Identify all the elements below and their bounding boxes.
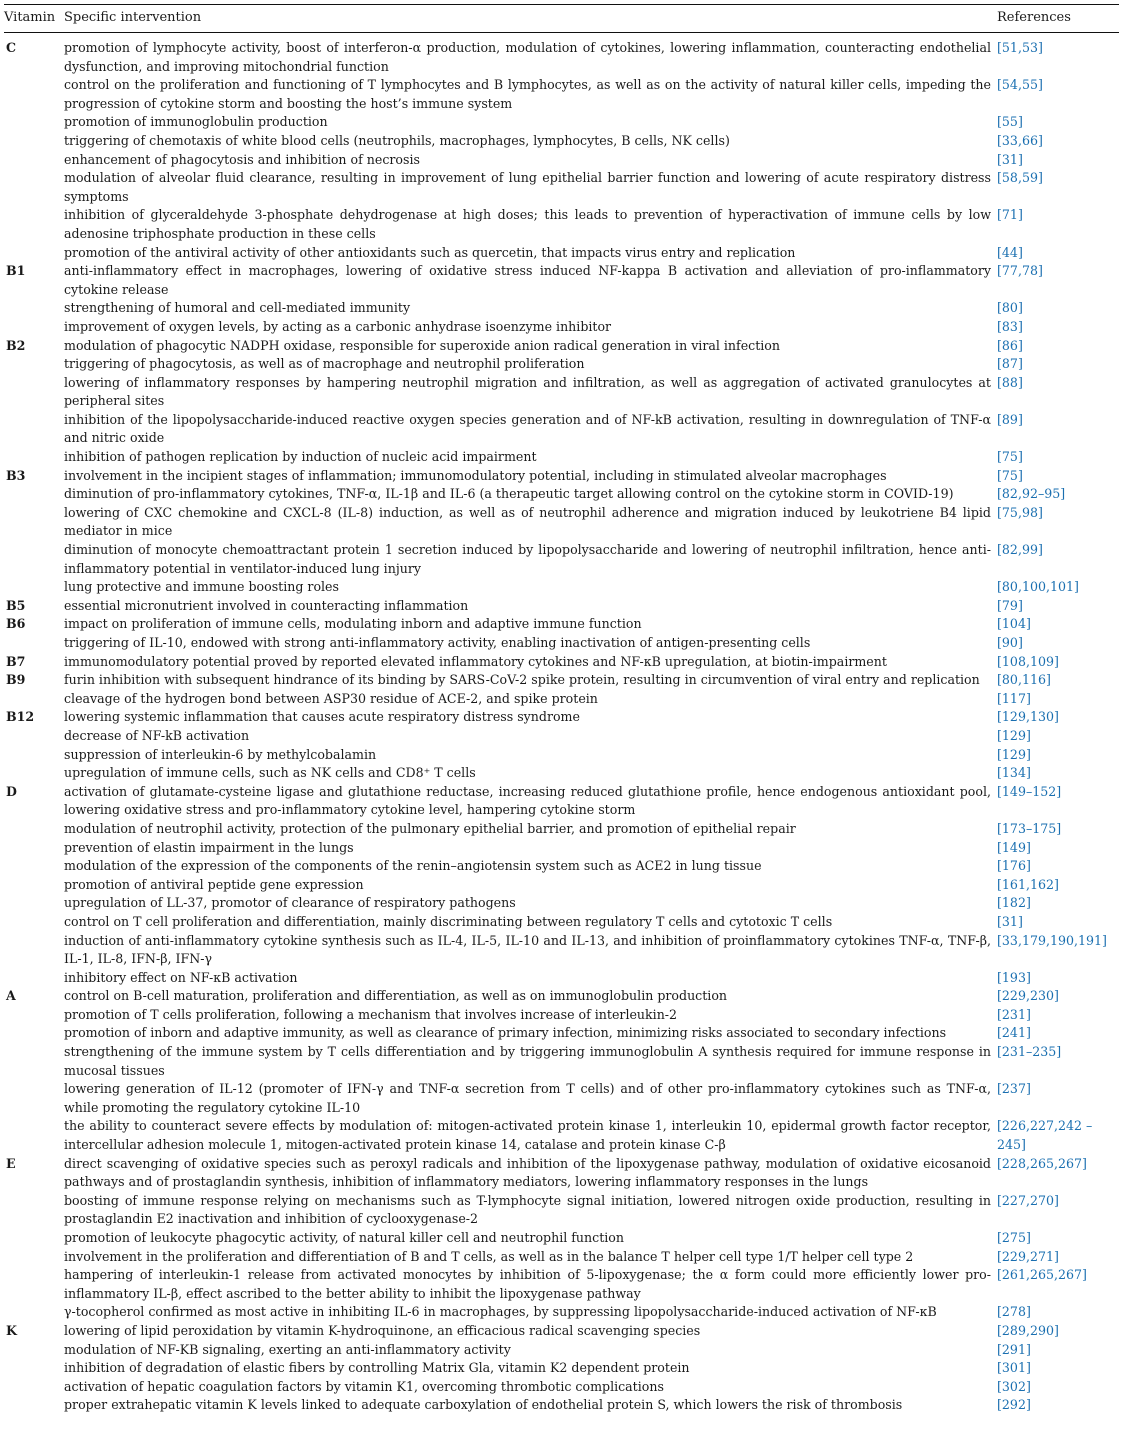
vitamin-cell (4, 913, 64, 932)
vitamin-cell: B9 (6, 672, 26, 688)
table-container (4, 4, 1119, 1415)
intervention-cell: modulation of NF-KB signaling, exerting an anti-inflammatory activity (64, 1341, 511, 1357)
reference-link[interactable]: [82,92–95] (997, 486, 1066, 502)
intervention-cell: inhibition of degradation of elastic fibers by controlling Matrix Gla, vitamin K2 dependent protein (64, 1360, 690, 1376)
reference-link[interactable]: [229,271] (997, 1248, 1059, 1264)
reference-link[interactable]: [226,227,242 –245] (997, 1118, 1093, 1153)
intervention-cell: control on T cell proliferation and differentiation, mainly discriminating between regulatory T cells and cytotoxic T cells (64, 913, 833, 929)
reference-link[interactable]: [176] (997, 858, 1031, 874)
reference-link[interactable]: [261,265,267] (997, 1267, 1087, 1283)
table-header (4, 5, 1119, 33)
table-row (4, 876, 1119, 895)
table-row (4, 113, 1119, 132)
table-row (4, 578, 1119, 597)
table-row (4, 932, 1119, 969)
table-row (4, 1248, 1119, 1267)
reference-link[interactable]: [51,53] (997, 40, 1043, 55)
table-row (4, 1396, 1119, 1415)
intervention-cell: diminution of monocyte chemoattractant protein 1 secretion induced by lipopolysaccharide and lowering of neutrophil infiltration, hence anti-inflammatory potential in ventilator-induced lung injury (64, 542, 991, 576)
reference-link[interactable]: [291] (997, 1341, 1031, 1357)
vitamin-cell: A (6, 988, 16, 1004)
reference-link[interactable]: [90] (997, 635, 1023, 650)
table-row (4, 615, 1119, 634)
table-row (4, 1155, 1119, 1192)
vitamin-cell (4, 894, 64, 913)
intervention-cell: inhibitory effect on NF-κB activation (64, 969, 298, 985)
reference-link[interactable]: [79] (997, 597, 1023, 613)
vitamin-intervention-table (4, 4, 1119, 1415)
header-row (4, 5, 1119, 33)
vitamin-cell: B7 (6, 653, 26, 669)
vitamin-cell (4, 932, 64, 969)
vitamin-cell (4, 969, 64, 988)
vitamin-cell (4, 485, 64, 504)
table-row (4, 1266, 1119, 1303)
vitamin-cell: D (6, 783, 17, 799)
table-row (4, 206, 1119, 243)
reference-link[interactable]: [33,179,190,191] (997, 932, 1107, 948)
intervention-cell: essential micronutrient involved in counteracting inflammation (64, 597, 469, 613)
table-row (4, 504, 1119, 541)
reference-link[interactable]: [44] (997, 244, 1023, 260)
vitamin-cell (4, 764, 64, 783)
reference-link[interactable]: [231] (997, 1006, 1031, 1022)
intervention-cell: induction of anti-inflammatory cytokine synthesis such as IL-4, IL-5, IL-10 and IL-13, and inhibition of proinflammatory cytokines TNF-α, TNF-β, IL-1, IL-8, IFN-β, IFN-γ (64, 932, 991, 967)
table-row (4, 746, 1119, 765)
table-row (4, 76, 1119, 113)
intervention-cell: promotion of lymphocyte activity, boost of interferon-α production, modulation of cytokines, lowering inflammation, counteracting endothelial dysfunction, and improving mitochondrial function (64, 40, 991, 74)
vitamin-cell (4, 132, 64, 151)
vitamin-cell (4, 857, 64, 876)
reference-link[interactable]: [275] (997, 1230, 1031, 1245)
table-row (4, 727, 1119, 746)
reference-link[interactable]: [161,162] (997, 876, 1059, 892)
reference-link[interactable]: [289,290] (997, 1322, 1059, 1338)
vitamin-cell (4, 1341, 64, 1360)
intervention-cell: cleavage of the hydrogen bond between ASP30 residue of ACE-2, and spike protein (64, 690, 598, 706)
reference-link[interactable]: [129] (997, 727, 1031, 743)
intervention-cell: modulation of neutrophil activity, protection of the pulmonary epithelial barrier, and promotion of epithelial repair (64, 820, 796, 836)
intervention-cell: lowering generation of IL-12 (promoter of IFN-γ and TNF-α secretion from T cells) and of other pro-inflammatory cytokines such as TNF-α, while promoting the regulatory cytokine IL-10 (64, 1081, 991, 1115)
reference-link[interactable]: [71] (997, 207, 1023, 223)
intervention-cell: prevention of elastin impairment in the lungs (64, 839, 354, 855)
reference-link[interactable]: [75] (997, 449, 1023, 465)
reference-link[interactable]: [173–175] (997, 820, 1062, 836)
reference-link[interactable]: [80,100,101] (997, 579, 1079, 595)
intervention-cell: lowering of inflammatory responses by hampering neutrophil migration and infiltration, as well as aggregation of activated granulocytes at peripheral sites (64, 374, 991, 409)
intervention-cell: inhibition of glyceraldehyde 3-phosphate dehydrogenase at high doses; this leads to prevention of hyperactivation of immune cells by low adenosine triphosphate production in these cells (64, 207, 991, 241)
reference-link[interactable]: [80] (997, 300, 1023, 316)
vitamin-cell (4, 355, 64, 374)
intervention-cell: suppression of interleukin-6 by methylcobalamin (64, 746, 377, 762)
table-row (4, 820, 1119, 839)
reference-link[interactable]: [77,78] (997, 263, 1043, 279)
table-row (4, 653, 1119, 672)
table-row (4, 1043, 1119, 1080)
table-row (4, 783, 1119, 820)
vitamin-cell (4, 76, 64, 113)
reference-link[interactable]: [237] (997, 1081, 1031, 1097)
vitamin-cell (4, 1359, 64, 1378)
reference-link[interactable]: [241] (997, 1025, 1031, 1041)
intervention-cell: lowering of CXC chemokine and CXCL-8 (IL-8) induction, as well as of neutrophil adherence and migration induced by leukotriene B4 lipid mediator in mice (64, 504, 991, 539)
intervention-cell: enhancement of phagocytosis and inhibition of necrosis (64, 151, 420, 167)
header-references: References (997, 5, 1119, 33)
reference-link[interactable]: [58,59] (997, 170, 1043, 186)
intervention-cell: upregulation of LL-37, promotor of clearance of respiratory pathogens (64, 895, 516, 911)
table-row (4, 1117, 1119, 1154)
reference-link[interactable]: [229,230] (997, 988, 1059, 1004)
vitamin-cell (4, 244, 64, 263)
table-row (4, 541, 1119, 578)
table-row (4, 708, 1119, 727)
intervention-cell: promotion of inborn and adaptive immunity, as well as clearance of primary infection, minimizing risks associated to secondary infections (64, 1025, 947, 1041)
intervention-cell: strengthening of humoral and cell-mediated immunity (64, 300, 411, 316)
table-row (4, 1359, 1119, 1378)
vitamin-cell (4, 113, 64, 132)
header-intervention: Specific intervention (64, 5, 997, 33)
reference-link[interactable]: [149] (997, 839, 1031, 855)
reference-link[interactable]: [89] (997, 411, 1023, 427)
reference-link[interactable]: [88] (997, 374, 1023, 390)
reference-link[interactable]: [134] (997, 765, 1031, 781)
reference-link[interactable]: [33,66] (997, 132, 1043, 148)
reference-link[interactable]: [301] (997, 1360, 1031, 1376)
reference-link[interactable]: [87] (997, 356, 1023, 372)
table-row (4, 857, 1119, 876)
intervention-cell: involvement in the incipient stages of inflammation; immunomodulatory potential, including in stimulated alveolar macrophages (64, 467, 887, 483)
vitamin-cell (4, 411, 64, 448)
reference-link[interactable]: [231–235] (997, 1044, 1062, 1060)
vitamin-cell (4, 206, 64, 243)
intervention-cell: promotion of the antiviral activity of other antioxidants such as quercetin, that impacts virus entry and replication (64, 244, 796, 260)
table-row (4, 448, 1119, 467)
table-row (4, 839, 1119, 858)
table-row (4, 244, 1119, 263)
table-row (4, 33, 1119, 77)
table-row (4, 987, 1119, 1006)
reference-link[interactable]: [227,270] (997, 1192, 1059, 1208)
intervention-cell: control on the proliferation and functioning of T lymphocytes and B lymphocytes, as well as on the activity of natural killer cells, impeding the progression of cytokine storm and boosting the host’s immune system (64, 77, 991, 111)
intervention-cell: upregulation of immune cells, such as NK cells and CD8⁺ T cells (64, 765, 476, 781)
vitamin-cell (4, 448, 64, 467)
vitamin-cell (4, 504, 64, 541)
vitamin-cell (4, 746, 64, 765)
intervention-cell: involvement in the proliferation and differentiation of B and T cells, as well as in the balance T helper cell type 1/T helper cell type 2 (64, 1248, 914, 1264)
table-row (4, 1229, 1119, 1248)
vitamin-cell (4, 541, 64, 578)
vitamin-cell (4, 1024, 64, 1043)
reference-link[interactable]: [228,265,267] (997, 1155, 1087, 1171)
table-row (4, 634, 1119, 653)
vitamin-cell (4, 1378, 64, 1397)
intervention-cell: anti-inflammatory effect in macrophages, lowering of oxidative stress induced NF-kappa B activation and alleviation of pro-inflammatory cytokine release (64, 263, 991, 297)
vitamin-cell (4, 839, 64, 858)
reference-link[interactable]: [302] (997, 1378, 1031, 1394)
reference-link[interactable]: [31] (997, 913, 1023, 929)
intervention-cell: modulation of phagocytic NADPH oxidase, responsible for superoxide anion radical generation in viral infection (64, 337, 780, 353)
vitamin-cell (4, 634, 64, 653)
vitamin-cell (4, 876, 64, 895)
reference-link[interactable]: [55] (997, 114, 1023, 130)
reference-link[interactable]: [292] (997, 1397, 1031, 1413)
intervention-cell: lung protective and immune boosting roles (64, 579, 339, 595)
vitamin-cell (4, 169, 64, 206)
vitamin-cell (4, 151, 64, 170)
reference-link[interactable]: [108,109] (997, 653, 1059, 669)
vitamin-cell (4, 1266, 64, 1303)
table-row (4, 1378, 1119, 1397)
reference-link[interactable]: [83] (997, 318, 1023, 334)
intervention-cell: modulation of alveolar fluid clearance, resulting in improvement of lung epithelial barrier function and lowering of acute respiratory distress symptoms (64, 170, 991, 204)
intervention-cell: triggering of chemotaxis of white blood cells (neutrophils, macrophages, lymphocytes, B cells, NK cells) (64, 132, 730, 148)
table-row (4, 764, 1119, 783)
intervention-cell: inhibition of the lipopolysaccharide-induced reactive oxygen species generation and of NF-kB activation, resulting in downregulation of TNF-α and nitric oxide (64, 411, 991, 446)
intervention-cell: furin inhibition with subsequent hindrance of its binding by SARS-CoV-2 spike protein, resulting in circumvention of viral entry and replication (64, 672, 980, 688)
table-row (4, 299, 1119, 318)
reference-link[interactable]: [82,99] (997, 542, 1043, 558)
intervention-cell: inhibition of pathogen replication by induction of nucleic acid impairment (64, 449, 537, 465)
vitamin-cell (4, 1396, 64, 1415)
reference-link[interactable]: [193] (997, 969, 1031, 985)
intervention-cell: triggering of phagocytosis, as well as of macrophage and neutrophil proliferation (64, 356, 585, 372)
table-row (4, 411, 1119, 448)
reference-link[interactable]: [104] (997, 616, 1031, 632)
reference-link[interactable]: [182] (997, 895, 1031, 911)
vitamin-cell (4, 1080, 64, 1117)
vitamin-cell (4, 1117, 64, 1154)
vitamin-cell (4, 1043, 64, 1080)
vitamin-cell: K (6, 1322, 17, 1338)
table-row (4, 1006, 1119, 1025)
intervention-cell: strengthening of the immune system by T cells differentiation and by triggering immunoglobulin A synthesis required for immune response in mucosal tissues (64, 1044, 991, 1078)
table-row (4, 355, 1119, 374)
table-row (4, 1080, 1119, 1117)
table-row (4, 374, 1119, 411)
intervention-cell: proper extrahepatic vitamin K levels linked to adequate carboxylation of endothelial protein S, which lowers the risk of thrombosis (64, 1397, 903, 1413)
table-row (4, 485, 1119, 504)
intervention-cell: diminution of pro-inflammatory cytokines, TNF-α, IL-1β and IL-6 (a therapeutic target allowing control on the cytokine storm in COVID-19) (64, 486, 954, 502)
intervention-cell: the ability to counteract severe effects by modulation of: mitogen-activated protein kinase 1, interleukin 10, epidermal growth factor receptor, intercellular adhesion molecule 1, mitogen-activated protein kinase 14, catalase and protein kinase C-β (64, 1118, 991, 1153)
intervention-cell: direct scavenging of oxidative species such as peroxyl radicals and inhibition of the lipoxygenase pathway, modulation of oxidative eicosanoid pathways and of prostaglandin synthesis, inhibition of inflammatory mediators, lowering inflammatory responses in the lungs (64, 1155, 991, 1190)
table-row (4, 1192, 1119, 1229)
table-body (4, 33, 1119, 1415)
table-row (4, 1322, 1119, 1341)
vitamin-cell: B12 (6, 709, 35, 725)
reference-link[interactable]: [149–152] (997, 783, 1062, 799)
table-row (4, 169, 1119, 206)
intervention-cell: promotion of leukocyte phagocytic activity, of natural killer cell and neutrophil function (64, 1230, 624, 1245)
table-row (4, 969, 1119, 988)
intervention-cell: hampering of interleukin-1 release from activated monocytes by inhibition of 5-lipoxygenase; the α form could more efficiently lower pro-inflammatory IL-β, effect ascribed to the better ability to inhibit the lipoxygenase pathway (64, 1267, 991, 1301)
reference-link[interactable]: [75] (997, 467, 1023, 483)
intervention-cell: promotion of antiviral peptide gene expression (64, 876, 364, 892)
intervention-cell: control on B-cell maturation, proliferation and differentiation, as well as on immunoglobulin production (64, 988, 728, 1004)
intervention-cell: γ-tocopherol confirmed as most active in inhibiting IL-6 in macrophages, by suppressing lipopolysaccharide-induced activation of NF-κB (64, 1304, 937, 1320)
intervention-cell: activation of hepatic coagulation factors by vitamin K1, overcoming thrombotic complications (64, 1378, 664, 1394)
vitamin-cell (4, 1192, 64, 1229)
table-row (4, 467, 1119, 486)
vitamin-cell: B6 (6, 616, 26, 632)
vitamin-cell (4, 1248, 64, 1267)
vitamin-cell: C (6, 40, 17, 55)
header-vitamin: Vitamin (4, 5, 64, 33)
table-row (4, 913, 1119, 932)
table-row (4, 597, 1119, 616)
intervention-cell: lowering of lipid peroxidation by vitamin K-hydroquinone, an efficacious radical scavenging species (64, 1322, 701, 1338)
table-row (4, 337, 1119, 356)
intervention-cell: improvement of oxygen levels, by acting as a carbonic anhydrase isoenzyme inhibitor (64, 318, 612, 334)
intervention-cell: decrease of NF-kB activation (64, 727, 250, 743)
vitamin-cell (4, 299, 64, 318)
table-row (4, 894, 1119, 913)
vitamin-cell (4, 1229, 64, 1248)
vitamin-cell: B5 (6, 597, 26, 613)
table-row (4, 318, 1119, 337)
intervention-cell: activation of glutamate-cysteine ligase and glutathione reductase, increasing reduced glutathione profile, hence endogenous antioxidant pool, lowering oxidative stress and pro-inflammatory cytokine level, hampering cytokine storm (64, 783, 991, 818)
vitamin-cell: B1 (6, 263, 26, 279)
reference-link[interactable]: [31] (997, 151, 1023, 167)
vitamin-cell: B2 (6, 337, 26, 353)
reference-link[interactable]: [80,116] (997, 672, 1051, 688)
intervention-cell: boosting of immune response relying on mechanisms such as T-lymphocyte signal initiation, lowered nitrogen oxide production, resulting in prostaglandin E2 inactivation and inhibition of cyclooxygenase-2 (64, 1192, 991, 1227)
table-row (4, 151, 1119, 170)
table-row (4, 262, 1119, 299)
reference-link[interactable]: [117] (997, 690, 1031, 706)
intervention-cell: lowering systemic inflammation that causes acute respiratory distress syndrome (64, 709, 580, 725)
table-row (4, 1303, 1119, 1322)
intervention-cell: triggering of IL-10, endowed with strong anti-inflammatory activity, enabling inactivation of antigen-presenting cells (64, 635, 811, 650)
vitamin-cell (4, 1303, 64, 1322)
vitamin-cell (4, 374, 64, 411)
table-row (4, 1341, 1119, 1360)
intervention-cell: immunomodulatory potential proved by reported elevated inflammatory cytokines and NF-κB upregulation, at biotin-impairment (64, 653, 887, 669)
reference-link[interactable]: [86] (997, 337, 1023, 353)
table-row (4, 671, 1119, 690)
reference-link[interactable]: [54,55] (997, 77, 1043, 93)
intervention-cell: impact on proliferation of immune cells, modulating inborn and adaptive immune function (64, 616, 642, 632)
table-row (4, 1024, 1119, 1043)
reference-link[interactable]: [75,98] (997, 504, 1043, 520)
reference-link[interactable]: [278] (997, 1304, 1031, 1320)
vitamin-cell (4, 820, 64, 839)
vitamin-cell (4, 727, 64, 746)
reference-link[interactable]: [129,130] (997, 709, 1059, 725)
intervention-cell: modulation of the expression of the components of the renin–angiotensin system such as ACE2 in lung tissue (64, 858, 762, 874)
intervention-cell: promotion of immunoglobulin production (64, 114, 328, 130)
table-row (4, 132, 1119, 151)
table-row (4, 690, 1119, 709)
vitamin-cell (4, 318, 64, 337)
vitamin-cell (4, 690, 64, 709)
vitamin-cell: E (6, 1155, 16, 1171)
intervention-cell: promotion of T cells proliferation, following a mechanism that involves increase of interleukin-2 (64, 1006, 678, 1022)
vitamin-cell (4, 1006, 64, 1025)
reference-link[interactable]: [129] (997, 746, 1031, 762)
vitamin-cell (4, 578, 64, 597)
vitamin-cell: B3 (6, 467, 26, 483)
